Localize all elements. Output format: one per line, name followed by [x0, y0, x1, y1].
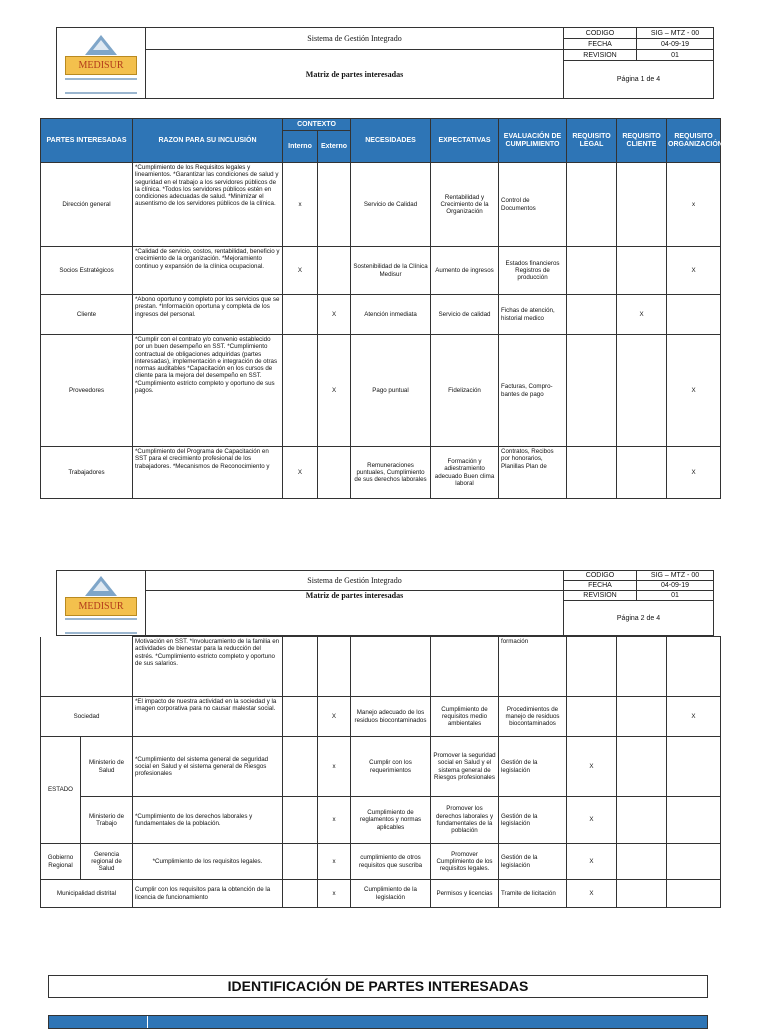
parte-cell: Ministerio de Salud — [81, 737, 133, 797]
page1-header — [56, 27, 714, 99]
page-number: Página 1 de 4 — [564, 61, 714, 99]
header-req-cliente: REQUISITO CLIENTE — [617, 119, 667, 163]
logo — [57, 28, 146, 99]
parte-cell: Dirección general — [41, 163, 133, 247]
estado-label: ESTADO — [41, 737, 81, 844]
header-contexto: CONTEXTO — [283, 119, 351, 131]
table-row: Gobierno Regional Gerencia regional de Salud *Cumplimiento de los requisitos legales. x cumplimiento de otros requisitos que suscriba Promover Cumplimiento de los requisitos legales. Gestión de la legislación X — [41, 844, 721, 880]
table-row: Cliente *Abono oportuno y completo por los servicios que se prestan. *Información oportuna y completa de los ingresos del personal. X Atención inmediata Servicio de calidad Fichas de atención, historial medico X — [41, 295, 721, 335]
table-row: Trabajadores *Cumplimiento del Programa de Capacitación en SST para el crecimiento profesional de los trabajadores. *Mecanismos de Reconocimiento y X Remuneraciones puntuales, Cumplimiento de sus derechos laborales Formación y adiestramiento adecuado Buen clima laboral Contratos, Recibos por honorarios, Planillas Plan de X — [41, 447, 721, 499]
header-req-org: REQUISITO ORGANIZACIÓN — [667, 119, 721, 163]
section-title: IDENTIFICACIÓN DE PARTES INTERESADAS — [48, 975, 708, 998]
codigo-label: CODIGO — [564, 28, 637, 39]
razon-cell: Motivación en SST. *Involucramiento de la familia en actividades de bienestar para la reducción del estrés. *Cumplimiento estricto completo y oportuno de sus salarios. — [133, 637, 283, 697]
header-necesidades: NECESIDADES — [351, 119, 431, 163]
codigo-value: SIG – MTZ - 00 — [637, 571, 714, 581]
parte-cell: Ministerio de Trabajo — [81, 797, 133, 844]
razon-cell: *Cumplimiento de los Requisitos legales y lineamientos. *Garantizar las condiciones de salud y seguridad en el trabajo a los servidores públicos de la clínica. *Todos los servidores públicos estén en condiciones adecuadas de salud. *Minimizar el ausentismo de los servidores públicos de la clínica. — [133, 163, 283, 247]
section-table-header — [48, 1015, 708, 1029]
logo-text: MEDISUR — [65, 56, 137, 75]
razon-cell: *Cumplimiento de los requisitos legales. — [133, 844, 283, 880]
header-partes: PARTES INTERESADAS — [41, 119, 133, 163]
parte-cell: Socios Estratégicos — [41, 247, 133, 295]
table-row: Municipalidad distrital Cumplir con los requisitos para la obtención de la licencia de funcionamiento x Cumplimiento de la legislación Permisos y licencias Tramite de licitación X — [41, 880, 721, 908]
gobierno-label: Gobierno Regional — [41, 844, 81, 880]
doc-title: Matriz de partes interesadas — [146, 50, 564, 99]
parte-cell: Gerencia regional de Salud — [81, 844, 133, 880]
stakeholder-table-page2 — [40, 636, 720, 908]
fecha-value: 04-09-19 — [637, 39, 714, 50]
razon-cell: *El impacto de nuestra actividad en la sociedad y la imagen corporativa para no causar malestar social. — [133, 697, 283, 737]
table-row: Socios Estratégicos *Calidad de servicio, costos, rentabilidad, beneficio y crecimiento de la organización. *Mejoramiento continuo y expansión de la clínica ocupacional. X Sostenibilidad de la Clínica Medisur Aumento de ingresos Estados financieros Registros de producción X — [41, 247, 721, 295]
table-row: Ministerio de Trabajo *Cumplimiento de los derechos laborales y fundamentales de la población. x Cumplimiento de reglamentos y normas aplicables Promover los derechos laborales y fundamentales de la población Gestión de la legislación X — [41, 797, 721, 844]
codigo-value: SIG – MTZ - 00 — [637, 28, 714, 39]
razon-cell: *Cumplir con el contrato y/o convenio establecido por un buen desempeño en SST. *Cumplimiento contractual de obligaciones adquiridas (partes interesadas), implementación e integración de otras normas auditables *Capacitación en los cursos de cliente para la mejora del desempeño en SST. *Cumplimiento estricto completo y oportuno de sus pagos. — [133, 335, 283, 447]
revision-label: REVISION — [564, 50, 637, 61]
codigo-label: CODIGO — [564, 571, 637, 581]
razon-cell: *Abono oportuno y completo por los servicios que se prestan. *Información oportuna y completa de los ingresos del personal. — [133, 295, 283, 335]
page2-header — [56, 570, 714, 636]
razon-cell: *Cumplimiento del sistema general de seguridad social en Salud y el sistema general de Riesgos profesionales — [133, 737, 283, 797]
razon-cell: *Calidad de servicio, costos, rentabilidad, beneficio y crecimiento de la organización. *Mejoramiento continuo y expansión de la clínica ocupacional. — [133, 247, 283, 295]
system-title: Sistema de Gestión Integrado — [146, 28, 564, 50]
doc-title: Matriz de partes interesadas — [146, 591, 564, 636]
revision-value: 01 — [637, 50, 714, 61]
fecha-label: FECHA — [564, 39, 637, 50]
header-interno: Interno — [283, 131, 318, 163]
parte-cell: Proveedores — [41, 335, 133, 447]
system-title: Sistema de Gestión Integrado — [146, 571, 564, 591]
parte-cell: Sociedad — [41, 697, 133, 737]
page-number: Página 2 de 4 — [564, 601, 714, 636]
table-row: Dirección general *Cumplimiento de los Requisitos legales y lineamientos. *Garantizar las condiciones de salud y seguridad en el trabajo a los servidores públicos de la clínica. *Todos los servidores públicos estén en condiciones adecuadas de salud. *Minimizar el ausentismo de los servidores públicos de la clínica. x Servicio de Calidad Rentabilidad y Crecimiento de la Organización Control de Documentos x — [41, 163, 721, 247]
table-row: Proveedores *Cumplir con el contrato y/o convenio establecido por un buen desempeño en SST. *Cumplimiento contractual de obligaciones adquiridas (partes interesadas), implementación e integración de otras normas auditables *Capacitación en los cursos de cliente para la mejora del desempeño en SST. *Cumplimiento estricto completo y oportuno de sus pagos. X Pago puntual Fidelización Facturas, Compro-bantes de pago X — [41, 335, 721, 447]
parte-cell: Municipalidad distrital — [41, 880, 133, 908]
fecha-label: FECHA — [564, 581, 637, 591]
parte-cell: Trabajadores — [41, 447, 133, 499]
header-externo: Externo — [318, 131, 351, 163]
table-row: Sociedad *El impacto de nuestra actividad en la sociedad y la imagen corporativa para no causar malestar social. X Manejo adecuado de los residuos biocontaminados Cumplimiento de requisitos medio ambientales Procedimientos de manejo de residuos biocontaminados X — [41, 697, 721, 737]
table-row: Motivación en SST. *Involucramiento de la familia en actividades de bienestar para la reducción del estrés. *Cumplimiento estricto completo y oportuno de sus salarios. formación — [41, 637, 721, 697]
revision-label: REVISION — [564, 591, 637, 601]
header-expectativas: EXPECTATIVAS — [431, 119, 499, 163]
header-evaluacion: EVALUACIÓN DE CUMPLIMIENTO — [499, 119, 567, 163]
header-req-legal: REQUISITO LEGAL — [567, 119, 617, 163]
stakeholder-table-page1 — [40, 118, 723, 499]
razon-cell: *Cumplimiento de los derechos laborales y fundamentales de la población. — [133, 797, 283, 844]
razon-cell: Cumplir con los requisitos para la obtención de la licencia de funcionamiento — [133, 880, 283, 908]
logo-text: MEDISUR — [65, 597, 137, 616]
fecha-value: 04-09-19 — [637, 581, 714, 591]
revision-value: 01 — [637, 591, 714, 601]
logo — [57, 571, 146, 636]
header-razon: RAZON PARA SU INCLUSIÓN — [133, 119, 283, 163]
razon-cell: *Cumplimiento del Programa de Capacitación en SST para el crecimiento profesional de los trabajadores. *Mecanismos de Reconocimiento y — [133, 447, 283, 499]
table-row: ESTADO Ministerio de Salud *Cumplimiento del sistema general de seguridad social en Salud y el sistema general de Riesgos profesionales x Cumplir con los requerimientos Promover la seguridad social en Salud y el sistema general de Riesgos profesionales Gestión de la legislación X — [41, 737, 721, 797]
parte-cell: Cliente — [41, 295, 133, 335]
